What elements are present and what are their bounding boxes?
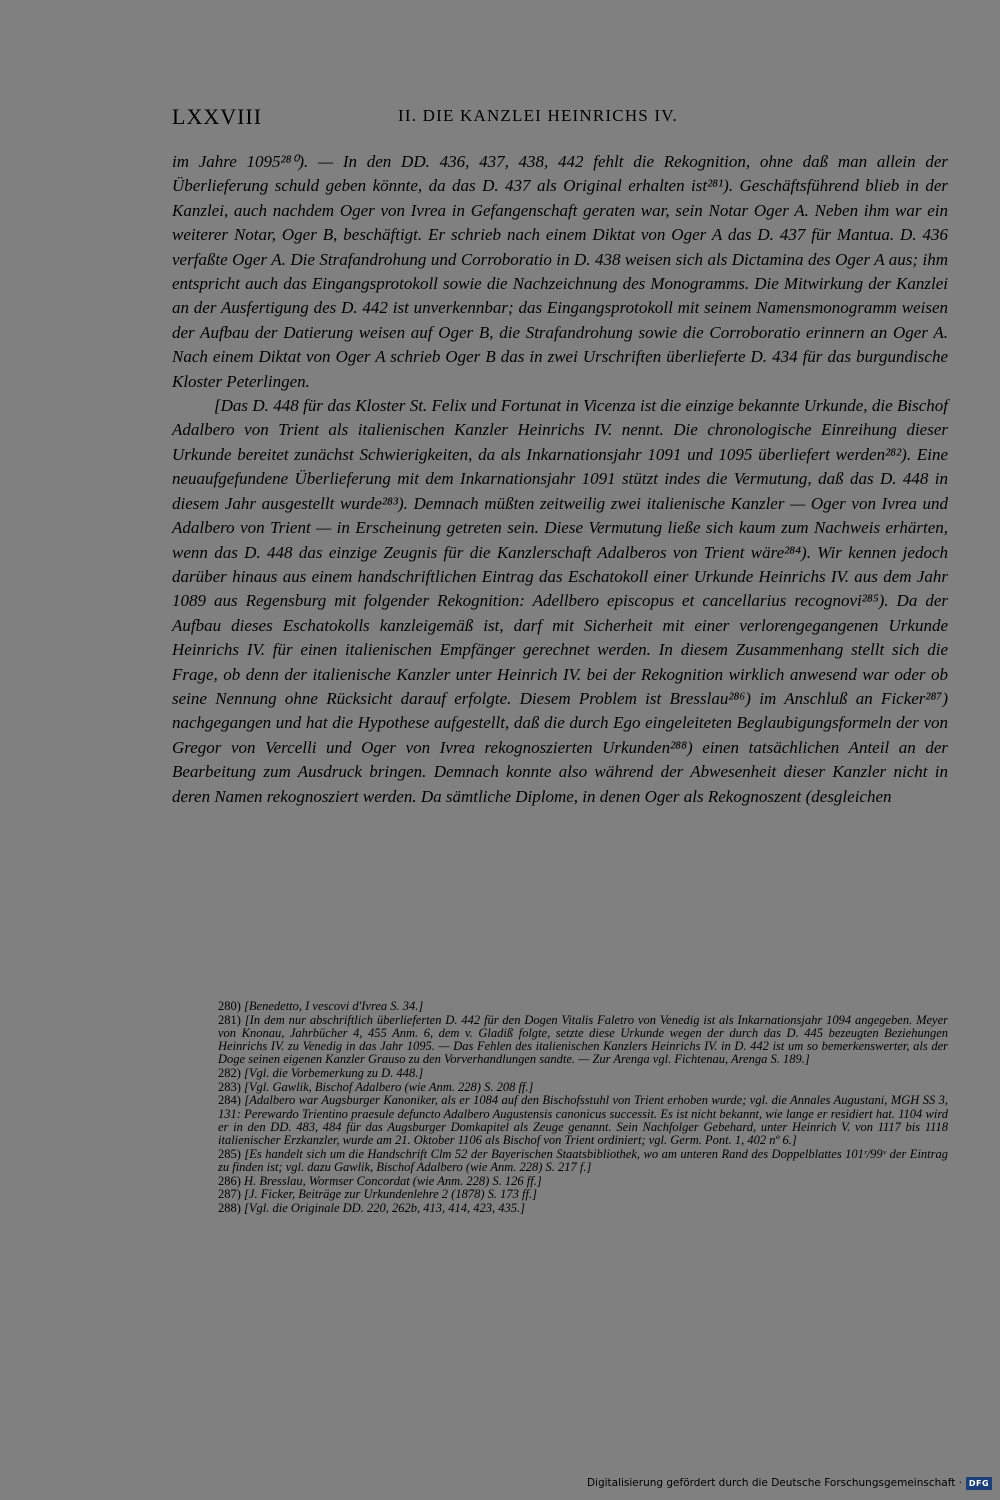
footnote-text: [J. Ficker, Beiträge zur Urkundenlehre 2 (1878) S. 173 ff.] bbox=[244, 1187, 537, 1202]
footnote bbox=[218, 1000, 948, 1013]
footnote-text: [Es handelt sich um die Handschrift Clm 52 der Bayerischen Staatsbibliothek, wo am unteren Rand des Doppelblattes 101ʳ/99ᵛ der Eintrag zu finden ist; vgl. dazu Gawlik, Bischof Adalbero (wie Anm. 228) S. 217 f.] bbox=[218, 1146, 949, 1174]
footnote bbox=[218, 1014, 948, 1067]
main-text bbox=[172, 150, 948, 809]
footnote-text: [In dem nur abschriftlich überlieferten D. 442 für den Dogen Vitalis Faletro von Venedig ist als Inkarnationsjahr 1094 angegeben. Meyer von Knonau, Jahrbücher 4, 455 Anm. 6, dem v. Gladiß folgte, setzte diese Urkunde wegen der durch das D. 445 bezeugten Beziehungen Heinrichs IV. zu Venedig in das Jahr 1095. — Das Fehlen des italienischen Kanzlers Heinrichs IV. in D. 442 ist um so bemerkenswerter, als der Doge seinen eigenen Kanzler Grauso zu den Vorverhandlungen sandte. — Zur Arenga vgl. Fichtenau, Arenga S. 189.] bbox=[218, 1012, 948, 1067]
footnote-number: 281) bbox=[218, 1012, 241, 1027]
footnote-number: 284) bbox=[218, 1093, 241, 1108]
page-number: LXXVIII bbox=[172, 104, 263, 129]
footnote bbox=[218, 1067, 948, 1080]
footnote-number: 283) bbox=[218, 1079, 241, 1094]
footnote-text: [Vgl. die Originale DD. 220, 262b, 413, 414, 423, 435.] bbox=[244, 1201, 525, 1216]
footnote-text: [Adalbero war Augsburger Kanoniker, als er 1084 auf den Bischofsstuhl von Trient erhoben wurde; vgl. die Annales Augustani, MGH SS 3, 131: Perewardo Trientino praesule defuncto Adalbero Augustensis canonicus successit. Es ist nicht bekannt, wie lange er residiert hat. 1104 wird er in den DD. 483, 484 für das Augsburger Domkapitel als Zeuge genannt. Sein Nachfolger Gebehard, unter Heinrich V. von 1117 bis 1118 italienischer Erzkanzler, wurde am 21. Oktober 1106 als Bischof von Trient ordiniert; vgl. Germ. Pont. 1, 402 nº 6.] bbox=[218, 1093, 949, 1148]
footnote-number: 282) bbox=[218, 1066, 241, 1081]
footnote bbox=[218, 1202, 948, 1215]
running-head: II. DIE KANZLEI HEINRICHS IV. bbox=[398, 106, 679, 125]
footnote bbox=[218, 1175, 948, 1188]
footnote-text: [Benedetto, I vescovi d'Ivrea S. 34.] bbox=[244, 999, 424, 1013]
credit-text: Digitalisierung gefördert durch die Deutsche Forschungsgemeinschaft · bbox=[586, 1477, 962, 1489]
footnote bbox=[218, 1148, 948, 1174]
footnote-text: [Vgl. Gawlik, Bischof Adalbero (wie Anm. 228) S. 208 ff.] bbox=[244, 1079, 534, 1094]
footnote-number: 286) bbox=[218, 1173, 241, 1188]
footnote bbox=[218, 1081, 948, 1094]
footnote-number: 280) bbox=[218, 999, 241, 1013]
footnote-number: 287) bbox=[218, 1187, 241, 1202]
footnote bbox=[218, 1188, 948, 1201]
body-paragraph: [Das D. 448 für das Kloster St. Felix und Fortunat in Vicenza ist die einzige bekannte Urkunde, die Bischof Adalbero von Trient als italienischen Kanzler Heinrichs IV. nennt. Die chronologische Einreihung dieser Urkunde bereitet zunächst Schwierigkeiten, da als Inkarnationsjahr 1091 und 1095 überliefert werden²⁸²). Eine neuaufgefundene Überlieferung mit dem Inkarnationsjahr 1091 stützt indes die Vermutung, daß das D. 448 in diesem Jahr ausgestellt wurde²⁸³). Demnach müßten zeitweilig zwei italienische Kanzler — Oger von Ivrea und Adalbero von Trient — in Erscheinung getreten sein. Diese Vermutung ließe sich kaum zum Nachweis erhärten, wenn das D. 448 das einzige Zeugnis für die Kanzlerschaft Adalberos von Trient wäre²⁸⁴). Wir kennen jedoch darüber hinaus aus einem handschriftlichen Eintrag das Eschatokoll einer Urkunde Heinrichs IV. aus dem Jahr 1089 aus Regensburg mit folgender Rekognition: Adellbero episcopus et cancellarius recognovi²⁸⁵). Da der Aufbau dieses Eschatokolls kanzleigemäß ist, darf mit Sicherheit mit einer verlorengegangenen Urkunde Heinrichs IV. für einen italienischen Empfänger gerechnet werden. In diesem Zusammenhang stellt sich die Frage, ob denn der italienische Kanzler unter Heinrich IV. bei der Rekognition wirklich anwesend war oder ob seine Nennung ohne Rücksicht darauf erfolgte. Diesem Problem ist Bresslau²⁸⁶) im Anschluß an Ficker²⁸⁷) nachgegangen und hat die Hypothese aufgestellt, daß die durch Ego eingeleiteten Beglaubigungsformeln der von Gregor von Vercelli und Oger von Ivrea rekognoszierten Urkunden²⁸⁸) einen tatsächlichen Anteil an der Bearbeitung zum Ausdruck bringen. Demnach konnte also während der Abwesenheit dieser Kanzler nicht in deren Namen rekognosziert werden. Da sämtliche Diplome, in denen Oger als Rekognoszent (desgleichen bbox=[172, 396, 948, 806]
footnote-text: [Vgl. die Vorbemerkung zu D. 448.] bbox=[244, 1066, 424, 1081]
page-header bbox=[172, 104, 948, 134]
footnote-number: 288) bbox=[218, 1201, 241, 1216]
dfg-logo-icon: DFG bbox=[966, 1477, 992, 1490]
footnote-number: 285) bbox=[218, 1146, 241, 1161]
footnotes bbox=[218, 1000, 948, 1216]
footnote bbox=[218, 1094, 948, 1147]
body-paragraph: im Jahre 1095²⁸⁰). — In den DD. 436, 437, 438, 442 fehlt die Rekognition, ohne daß man allein der Überlieferung schuld geben könnte, da das D. 437 als Original erhalten ist²⁸¹). Geschäftsführend blieb in der Kanzlei, auch nachdem Oger von Ivrea in Gefangenschaft geraten war, sein Notar Oger A. Neben ihm war ein weiterer Notar, Oger B, beschäftigt. Er schrieb nach einem Diktat von Oger A das D. 437 für Mantua. D. 436 verfaßte Oger A. Die Strafandrohung und Corroboratio in D. 438 weisen sich als Dictamina des Oger A aus; ihm entspricht auch das Eingangsprotokoll sowie die Nachzeichnung des Monogramms. Die Mitwirkung der Kanzlei an der Ausfertigung des D. 442 ist unverkennbar; das Eingangsprotokoll mit seinem Namensmonogramm weisen der Aufbau der Datierung weisen auf Oger B, die Strafandrohung sowie die Corroboratio erinnern an Oger A. Nach einem Diktat von Oger A schrieb Oger B das in zwei Urschriften überlieferte D. 434 für das burgundische Kloster Peterlingen. bbox=[172, 152, 948, 391]
footnote-text: H. Bresslau, Wormser Concordat (wie Anm. 228) S. 126 ff.] bbox=[244, 1173, 542, 1188]
footer-credit bbox=[587, 1474, 992, 1492]
